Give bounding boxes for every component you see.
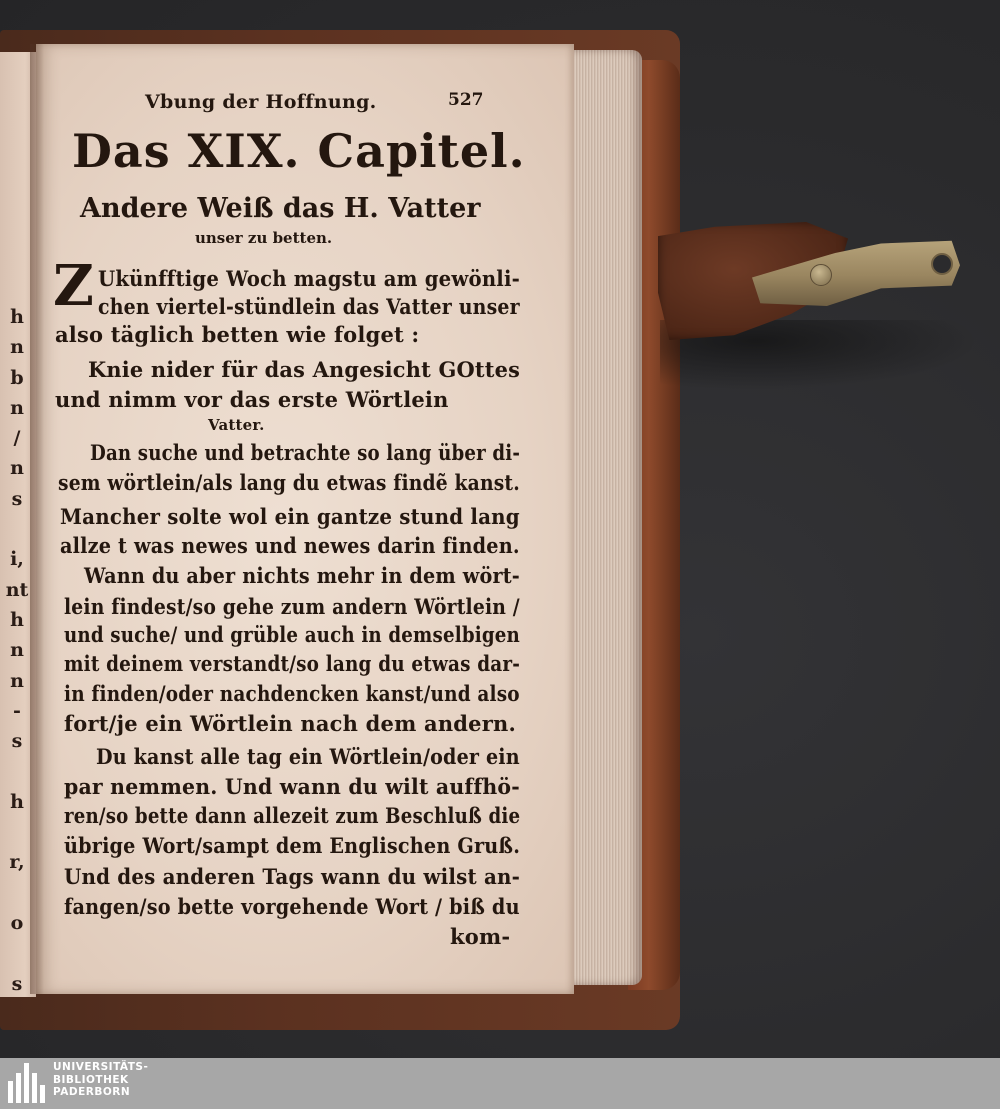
- drop-cap: Z: [53, 253, 94, 319]
- facing-page-fragment: h: [10, 306, 24, 328]
- text-line: Knie nider für das Angesicht GOttes: [88, 357, 521, 382]
- facing-page-fragment: r,: [9, 851, 25, 874]
- facing-page-fragment: -: [13, 699, 21, 722]
- facing-page-fragment: [2, 878, 32, 908]
- text-line: mit deinem verstandt/so lang du etwas dar-: [64, 651, 521, 676]
- facing-page-fragment: [2, 938, 32, 968]
- library-logo-icon: [8, 1063, 48, 1103]
- chapter-title: Das XIX. Capitel.: [72, 124, 526, 178]
- facing-page-fragment: i,: [10, 548, 24, 571]
- facing-page-fragment: n: [10, 639, 24, 662]
- text-line: fangen/so bette vorgehende Wort / biß du: [64, 894, 520, 919]
- facing-page-fragment: h: [10, 608, 24, 631]
- text-line: ren/so bette dann allezeit zum Beschluß die: [64, 803, 521, 828]
- chapter-subtitle-2: unser zu betten.: [195, 229, 333, 247]
- facing-page-fragment: /: [13, 427, 21, 450]
- page-edges: [562, 50, 642, 985]
- library-name: [53, 1061, 148, 1099]
- library-name-line-3: PADERBORN: [53, 1086, 131, 1098]
- facing-page-fragment: o: [10, 911, 24, 934]
- library-name-line-1: UNIVERSITÄTS-: [53, 1061, 149, 1073]
- chapter-subtitle: Andere Weiß das H. Vatter: [80, 193, 481, 224]
- facing-page-text: [2, 302, 32, 999]
- text-line: Und des anderen Tags wann du wilst an-: [64, 864, 521, 889]
- text-line: und nimm vor das erste Wörtlein: [55, 387, 449, 412]
- gutter-shadow: [30, 44, 44, 994]
- text-line: fort/je ein Wörtlein nach dem andern.: [64, 711, 516, 736]
- facing-page-fragment: b: [10, 366, 24, 389]
- text-line: sem wörtlein/als lang du etwas findẽ kanst.: [58, 470, 520, 495]
- text-line: lein findest/so gehe zum andern Wörtlein /: [64, 594, 520, 619]
- text-line: und suche/ und grüble auch in demselbigen: [64, 622, 520, 647]
- facing-page-fragment: n: [10, 669, 24, 692]
- facing-page-fragment: s: [11, 972, 23, 995]
- clasp-hole-icon: [931, 253, 953, 275]
- text-line: kom-: [450, 924, 511, 949]
- facing-page-fragment: s: [11, 730, 23, 753]
- facing-page-fragment: h: [10, 790, 24, 813]
- text-line: also täglich betten wie folget :: [55, 322, 420, 347]
- library-footer-bar: [0, 1058, 1000, 1109]
- facing-page-fragment: [2, 756, 32, 786]
- text-line: allze t was newes und newes darin finden.: [60, 533, 520, 558]
- page-number: 527: [448, 90, 484, 110]
- text-line: Vatter.: [208, 416, 265, 434]
- text-line: übrige Wort/sampt dem Englischen Gruß.: [64, 833, 521, 858]
- rivet-icon: [810, 264, 832, 286]
- facing-page-fragment: [2, 514, 32, 544]
- facing-page-fragment: [2, 817, 32, 847]
- text-line: in finden/oder nachdencken kanst/und also: [64, 681, 520, 706]
- text-line: Ukünfftige Woch magstu am gewönli-: [98, 266, 521, 291]
- text-line: Dan suche und betrachte so lang über di-: [90, 440, 521, 465]
- facing-page-fragment: n: [10, 457, 24, 480]
- text-line: chen viertel-stündlein das Vatter unser: [98, 294, 520, 319]
- facing-page-fragment: n: [10, 396, 24, 419]
- text-line: par nemmen. Und wann du wilt auffhö-: [64, 774, 520, 799]
- facing-page-fragment: n: [10, 336, 24, 359]
- text-line: Mancher solte wol ein gantze stund lang: [60, 504, 520, 529]
- library-name-line-2: BIBLIOTHEK: [53, 1073, 129, 1086]
- text-line: Du kanst alle tag ein Wörtlein/oder ein: [96, 744, 520, 769]
- text-line: Wann du aber nichts mehr in dem wört-: [84, 563, 520, 588]
- facing-page-fragment: nt: [5, 578, 29, 601]
- facing-page-fragment: s: [11, 487, 23, 510]
- running-head: Vbung der Hoffnung.: [145, 91, 377, 113]
